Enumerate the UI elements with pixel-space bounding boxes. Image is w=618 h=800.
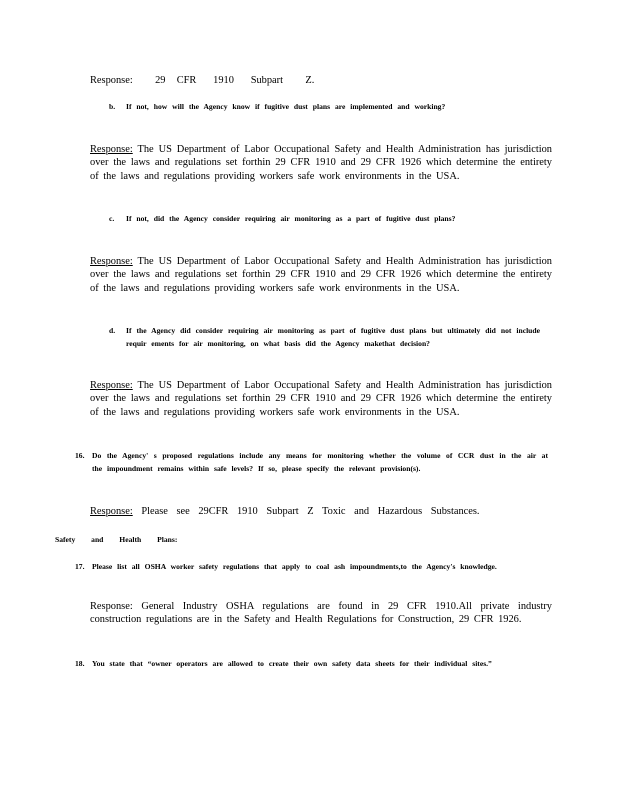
- response-block: [90, 143, 552, 183]
- response-text: Please see 29CFR 1910 Subpart Z Toxic and Hazardous Substances.: [141, 506, 480, 517]
- question-text: Do the Agency' s proposed regulations include any means for monitoring whether the volume of CCR dust in the air at the impoundment remains within safe levels? If so, please specify the relevant provision(s).: [92, 451, 548, 473]
- question-marker: 16.: [75, 451, 85, 460]
- question-18: [75, 658, 548, 671]
- question-marker: d.: [109, 326, 116, 335]
- question-text: If the Agency did consider requiring air monitoring as part of fugitive dust plans but ultimately did not include requir ements for air monitoring, on what basis did the Agency makethat decision?: [126, 326, 540, 348]
- response-text: The US Department of Labor Occupational Safety and Health Administration has jurisdiction over the laws and regulations set forthin 29 CFR 1910 and 29 CFR 1926 which determine the entirety of the laws and regulations providing workers safe work environments in the USA.: [90, 144, 552, 182]
- response-text: Response: General Industry OSHA regulations are found in 29 CFR 1910.All private industry construction regulations are in the Safety and Health Regulations for Construction, 29 CFR 1926.: [90, 601, 552, 626]
- response-text: The US Department of Labor Occupational Safety and Health Administration has jurisdiction over the laws and regulations set forthin 29 CFR 1910 and 29 CFR 1926 which determine the entirety of the laws and regulations providing workers safe work environments in the USA.: [90, 256, 552, 294]
- question-b: [109, 101, 511, 114]
- question-c: [109, 213, 538, 226]
- response-label: Response:: [90, 506, 133, 517]
- question-text: If not, did the Agency consider requiring air monitoring as a part of fugitive dust plans?: [126, 214, 456, 223]
- question-marker: 18.: [75, 659, 85, 668]
- question-text: Please list all OSHA worker safety regulations that apply to coal ash impoundments,to the Agency's knowledge.: [92, 562, 497, 571]
- response-label: Response:: [90, 144, 133, 155]
- section-heading: Safety and Health Plans:: [55, 535, 178, 544]
- question-16: [75, 450, 548, 475]
- question-marker: 17.: [75, 562, 85, 571]
- response-block: [90, 379, 552, 419]
- response-block: [90, 505, 552, 518]
- question-text: You state that “owner operators are allowed to create their own safety data sheets for their individual sites.”: [92, 659, 492, 668]
- response-text: The US Department of Labor Occupational Safety and Health Administration has jurisdiction over the laws and regulations set forthin 29 CFR 1910 and 29 CFR 1926 which determine the entirety of the laws and regulations providing workers safe work environments in the USA.: [90, 380, 552, 418]
- response-text: Response: 29 CFR 1910 Subpart Z.: [90, 75, 315, 86]
- question-marker: c.: [109, 214, 115, 223]
- question-17: [75, 561, 548, 574]
- response-label: Response:: [90, 256, 133, 267]
- question-d: [109, 325, 540, 350]
- question-text: If not, how will the Agency know if fugitive dust plans are implemented and working?: [126, 102, 446, 111]
- response-label: Response:: [90, 380, 133, 391]
- question-marker: b.: [109, 102, 116, 111]
- response-block: [90, 255, 552, 295]
